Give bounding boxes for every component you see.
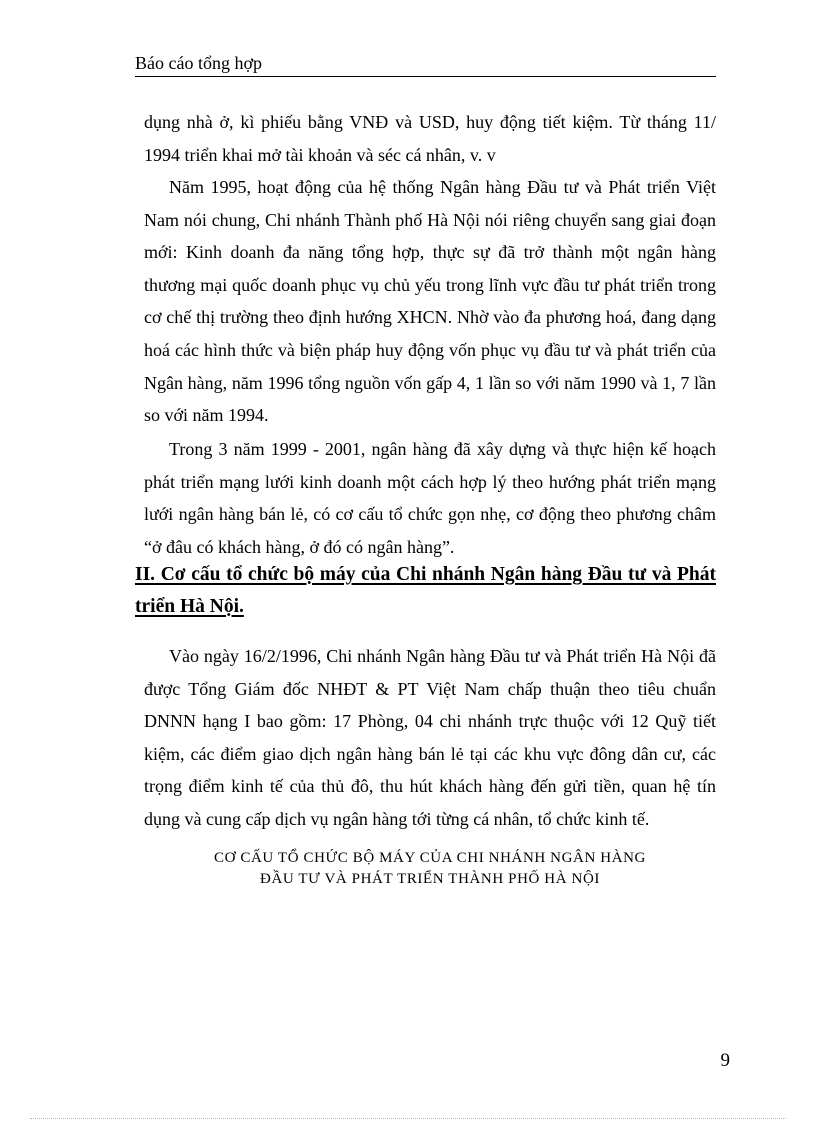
caption-line-1: CƠ CẤU TỔ CHỨC BỘ MÁY CỦA CHI NHÁNH NGÂN HÀNG bbox=[214, 850, 646, 866]
paragraph-continued: dụng nhà ở, kì phiếu bằng VNĐ và USD, huy động tiết kiệm. Từ tháng 11/ 1994 triển khai mở tài khoản và séc cá nhân, v. v bbox=[144, 112, 716, 165]
page-bottom-border bbox=[30, 1118, 786, 1119]
section-heading: II. Cơ cấu tổ chức bộ máy của Chi nhánh Ngân hàng Đầu tư và Phát triển Hà Nội. bbox=[135, 564, 716, 617]
paragraph-organization: Vào ngày 16/2/1996, Chi nhánh Ngân hàng Đầu tư và Phát triển Hà Nội đã được Tổng Giám đốc NHĐT & PT Việt Nam chấp thuận theo tiêu chuẩn DNNN hạng I bao gồm: 17 Phòng, 04 chi nhánh trực thuộc với 12 Quỹ tiết kiệm, các điểm giao dịch ngân hàng bán lẻ tại các khu vực đông dân cư, các trọng điểm kinh tế của thủ đô, thu hút khách hàng đến gửi tiền, quan hệ tín dụng và cung cấp dịch vụ ngân hàng tới từng cá nhân, tổ chức kinh tế. bbox=[144, 646, 716, 829]
caption-line-2: ĐẦU TƯ VÀ PHÁT TRIỂN THÀNH PHỐ HÀ NỘI bbox=[260, 871, 600, 887]
org-chart-caption bbox=[140, 848, 720, 890]
running-header: Báo cáo tổng hợp bbox=[135, 50, 716, 77]
paragraph-1999-2001-network: Trong 3 năm 1999 - 2001, ngân hàng đã xây dựng và thực hiện kế hoạch phát triển mạng lưới kinh doanh một cách hợp lý theo hướng phát triển mạng lưới ngân hàng bán lẻ, có cơ cấu tổ chức gọn nhẹ, cơ động theo phương châm “ở đâu có khách hàng, ở đó có ngân hàng”. bbox=[144, 439, 716, 557]
page-number: 9 bbox=[720, 1050, 730, 1071]
paragraph-1995-overview: Năm 1995, hoạt động của hệ thống Ngân hàng Đầu tư và Phát triển Việt Nam nói chung, Chi nhánh Thành phố Hà Nội nói riêng chuyển sang giai đoạn mới: Kinh doanh đa năng tổng hợp, thực sự đã trở thành một ngân hàng thương mại quốc doanh phục vụ chủ yếu trong lĩnh vực đầu tư phát triển trong cơ chế thị trường theo định hướng XHCN. Nhờ vào đa phương hoá, đang dạng hoá các hình thức và biện pháp huy động vốn phục vụ đầu tư và phát triển của Ngân hàng, năm 1996 tổng nguồn vốn gấp 4, 1 lần so với năm 1990 và 1, 7 lần so với năm 1994. bbox=[144, 177, 716, 426]
